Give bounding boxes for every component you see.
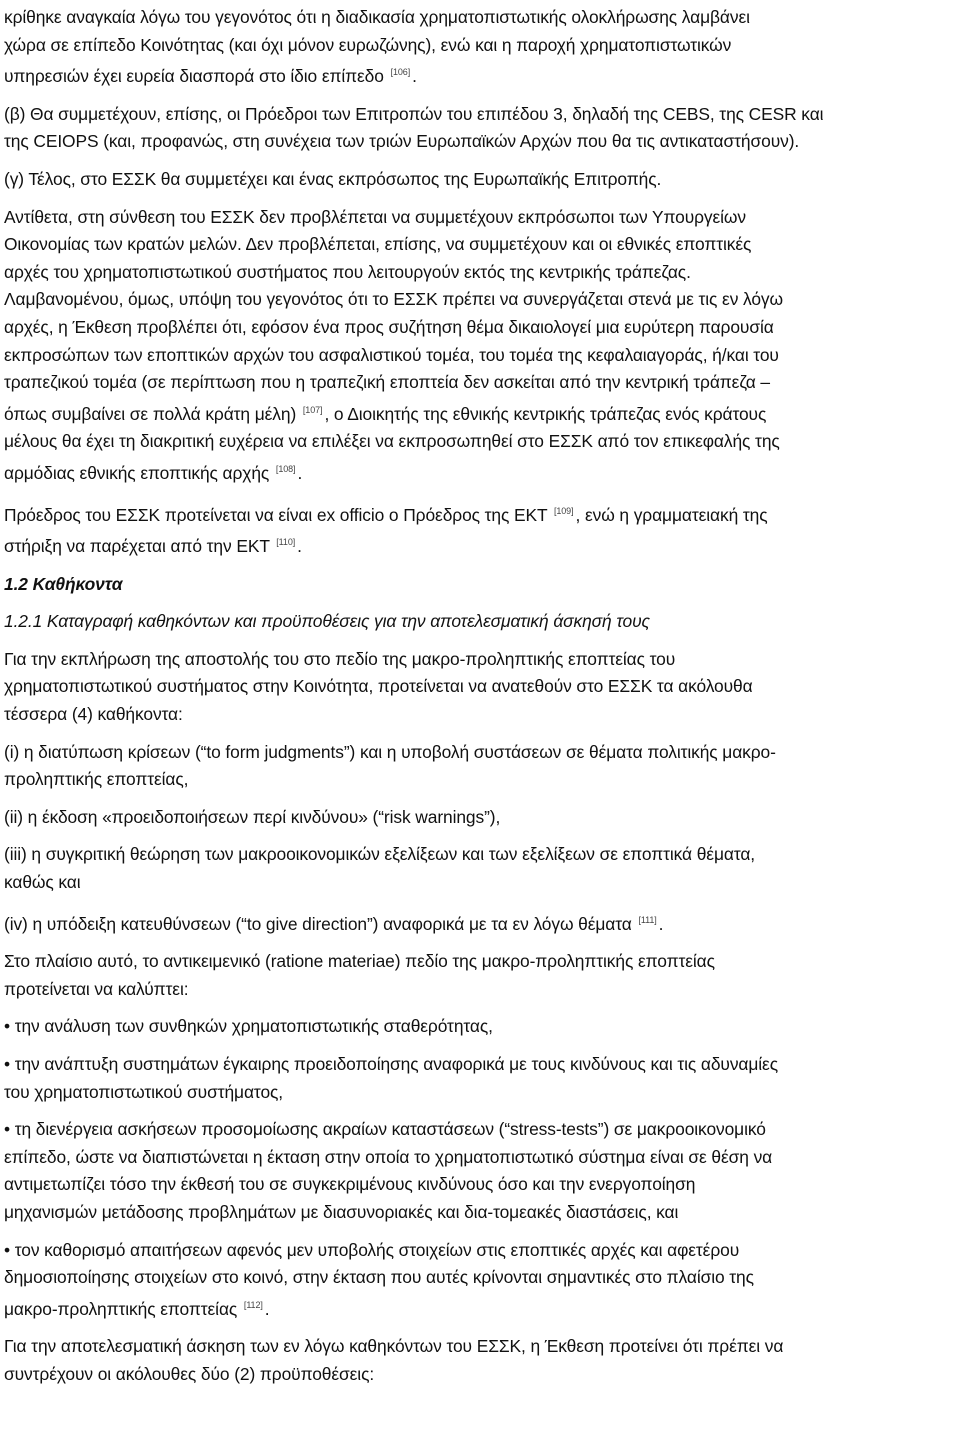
text-line: Λαμβανομένου, όμως, υπόψη του γεγονότος ότι το ΕΣΣΚ πρέπει να συνεργάζεται στενά με τις εν λόγω — [4, 289, 783, 310]
section-heading — [4, 571, 960, 599]
footnote-ref[interactable]: [106] — [390, 67, 411, 78]
text-line: (i) η διατύπωση κρίσεων (“to form judgments”) και η υποβολή συστάσεων σε θέματα πολιτικής μακρο- — [4, 741, 776, 762]
text-line — [4, 498, 960, 530]
list-item — [4, 907, 960, 939]
text-line: καθώς και — [4, 872, 81, 893]
text-line: Οικονομίας των κρατών μελών. Δεν προβλέπεται, επίσης, να συμμετέχουν και οι εθνικές εποπτικές — [4, 234, 752, 255]
text-line: της CEIOPS (και, προφανώς, στη συνέχεια των τριών Ευρωπαϊκών Αρχών που θα τις αντικαταστήσουν). — [4, 131, 800, 152]
list-item — [4, 804, 960, 832]
list-item — [4, 739, 960, 794]
text-span: . — [264, 1298, 270, 1319]
text-line: συντρέχουν οι ακόλουθες δύο (2) προϋποθέσεις: — [4, 1363, 375, 1384]
text-line — [4, 529, 960, 561]
text-line: • τον καθορισμό απαιτήσεων αφενός μεν υποβολής στοιχείων στις εποπτικές αρχές και αφετέρου — [4, 1239, 740, 1260]
list-item — [4, 841, 960, 896]
paragraph — [4, 498, 960, 561]
text-span: υπηρεσιών έχει ευρεία διασπορά στο ίδιο επίπεδο — [4, 66, 384, 87]
heading-text: 1.2 Καθήκοντα — [4, 573, 123, 594]
text-line: εκπροσώπων των εποπτικών αρχών του ασφαλιστικού τομέα, του τομέα της κεφαλαιαγοράς, ή/και του — [4, 344, 779, 365]
text-line: Στο πλαίσιο αυτό, το αντικειμενικό (ratione materiae) πεδίο της μακρο-προληπτικής εποπτείας — [4, 951, 715, 972]
text-line: αρχές του χρηματοπιστωτικού συστήματος που λειτουργούν εκτός της κεντρικής τράπεζας. — [4, 261, 691, 282]
bullet-item — [4, 1051, 960, 1106]
text-line: προληπτικής εποπτείας, — [4, 769, 189, 790]
text-line: μηχανισμών μετάδοσης προβλημάτων με διασυνοριακές και δια-τομεακές διαστάσεις, και — [4, 1201, 679, 1222]
bullet-item — [4, 1013, 960, 1041]
footnote-ref[interactable]: [107] — [302, 404, 323, 415]
paragraph — [4, 204, 960, 488]
subheading-text: 1.2.1 Καταγραφή καθηκόντων και προϋποθέσεις για την αποτελεσματική άσκησή τους — [4, 611, 650, 632]
text-line: προτείνεται να καλύπτει: — [4, 978, 189, 999]
text-line: κρίθηκε αναγκαία λόγω του γεγονότος ότι η διαδικασία χρηματοπιστωτικής ολοκλήρωσης λαμβάνει — [4, 7, 750, 27]
paragraph — [4, 948, 960, 1003]
text-span: στήριξη να παρέχεται από την ΕΚΤ — [4, 536, 270, 557]
text-line: Αντίθετα, στη σύνθεση του ΕΣΣΚ δεν προβλέπεται να συμμετέχουν εκπρόσωποι των Υπουργείων — [4, 206, 746, 227]
text-span: . — [658, 913, 664, 934]
footnote-ref[interactable]: [109] — [553, 505, 574, 516]
text-span: Πρόεδρος του ΕΣΣΚ προτείνεται να είναι ex officio ο Πρόεδρος της ΕΚΤ — [4, 504, 548, 525]
text-span: . — [412, 66, 417, 87]
footnote-ref[interactable]: [111] — [638, 914, 657, 925]
text-line: αντιμετωπίζει τόσο την έκθεσή του σε συγκεκριμένους κινδύνους όσο και την ενεργοποίηση — [4, 1174, 696, 1195]
text-span: , ο Διοικητής της εθνικής κεντρικής τράπεζας ενός κράτους — [324, 403, 767, 424]
text-span: , ενώ η γραμματειακή της — [575, 504, 768, 525]
text-line: (γ) Τέλος, στο ΕΣΣΚ θα συμμετέχει και ένας εκπρόσωπος της Ευρωπαϊκής Επιτροπής. — [4, 168, 662, 189]
text-span: αρμόδιας εθνικής εποπτικής αρχής — [4, 462, 270, 483]
text-span: (iv) η υπόδειξη κατευθύνσεων (“to give direction”) αναφορικά με τα εν λόγω θέματα — [4, 913, 632, 934]
text-line: Για την αποτελεσματική άσκηση των εν λόγω καθηκόντων του ΕΣΣΚ, η Έκθεση προτείνει ότι πρέπει να — [4, 1336, 784, 1357]
footnote-ref[interactable]: [108] — [275, 463, 296, 474]
text-line — [4, 59, 960, 91]
footnote-ref[interactable]: [112] — [243, 1299, 263, 1310]
text-line: • την ανάπτυξη συστημάτων έγκαιρης προειδοποίησης αναφορικά με τους κινδύνους και τις αδυναμίες — [4, 1054, 778, 1074]
text-span: όπως συμβαίνει σε πολλά κράτη μέλη) — [4, 403, 297, 424]
paragraph — [4, 101, 960, 156]
text-line: μέλους θα έχει τη διακριτική ευχέρεια να επιλέξει να εκπροσωπηθεί στο ΕΣΣΚ από τον επικεφαλής της — [4, 431, 780, 452]
text-line: αρχές, η Έκθεση προβλέπει ότι, εφόσον ένα προς συζήτηση θέμα δικαιολογεί μια ευρύτερη παρουσία — [4, 316, 774, 337]
text-span: . — [297, 536, 302, 557]
text-line: τέσσερα (4) καθήκοντα: — [4, 704, 183, 725]
text-line: Για την εκπλήρωση της αποστολής του στο πεδίο της μακρο-προληπτικής εποπτείας του — [4, 648, 676, 669]
subsection-heading — [4, 608, 960, 636]
footnote-ref[interactable]: [110] — [276, 537, 296, 548]
text-line: δημοσιοποίησης στοιχείων στο κοινό, στην έκταση που αυτές κρίνονται σημαντικές στο πλαίσιο της — [4, 1267, 754, 1288]
text-line: χώρα σε επίπεδο Κοινότητας (και όχι μόνον ευρωζώνης), ενώ και η παροχή χρηματοπιστωτικών — [4, 34, 732, 55]
text-span: . — [297, 462, 303, 483]
bullet-item — [4, 1237, 960, 1324]
text-line — [4, 456, 960, 488]
text-line: τραπεζικού τομέα (σε περίπτωση που η τραπεζική εποπτεία δεν ασκείται από την κεντρική τράπεζα – — [4, 372, 770, 393]
text-line: • την ανάλυση των συνθηκών χρηματοπιστωτικής σταθερότητας, — [4, 1016, 493, 1037]
text-line — [4, 907, 960, 939]
paragraph — [4, 646, 960, 729]
text-line: επίπεδο, ώστε να διαπιστώνεται η έκταση στην οποία το χρηματοπιστωτικό σύστημα είναι σε θέση να — [4, 1146, 773, 1167]
text-line: χρηματοπιστωτικού συστήματος στην Κοινότητα, προτείνεται να ανατεθούν στο ΕΣΣΚ τα ακόλουθα — [4, 676, 753, 697]
text-line — [4, 397, 960, 429]
text-line: (iii) η συγκριτική θεώρηση των μακροοικονομικών εξελίξεων και των εξελίξεων σε εποπτικά θέματα, — [4, 844, 756, 865]
text-line: (β) Θα συμμετέχουν, επίσης, οι Πρόεδροι των Επιτροπών του επιπέδου 3, δηλαδή της CEBS, της CESR και — [4, 103, 824, 124]
text-line: του χρηματοπιστωτικού συστήματος, — [4, 1081, 284, 1102]
text-line: • τη διενέργεια ασκήσεων προσομοίωσης ακραίων καταστάσεων (“stress-tests”) σε μακροοικονομικό — [4, 1119, 766, 1140]
text-line: (ii) η έκδοση «προειδοποιήσεων περί κινδύνου» (“risk warnings”), — [4, 806, 501, 827]
text-line — [4, 1292, 960, 1324]
paragraph — [4, 1333, 960, 1388]
bullet-item — [4, 1116, 960, 1226]
text-span: μακρο-προληπτικής εποπτείας — [4, 1298, 238, 1319]
paragraph — [4, 166, 960, 194]
paragraph — [4, 0, 960, 91]
